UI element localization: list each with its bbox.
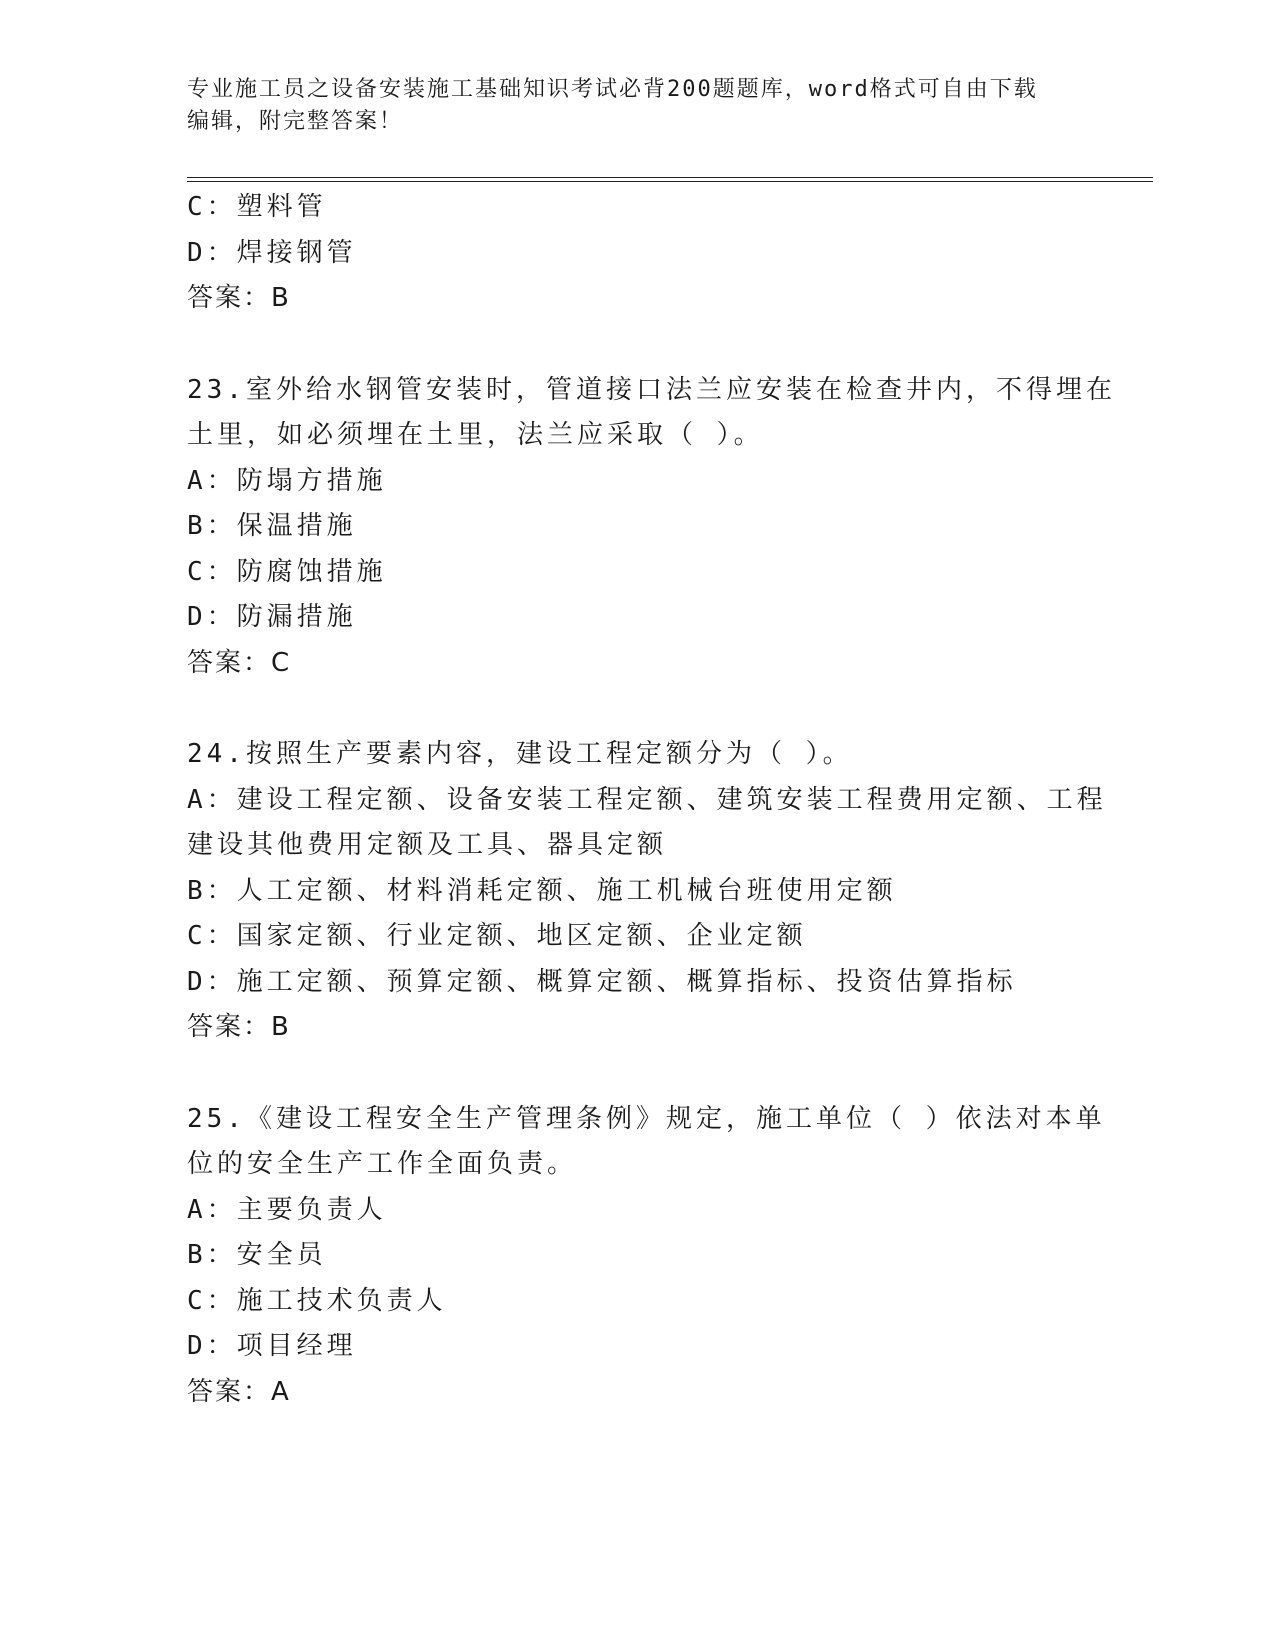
answer-label: 答案：B	[187, 1012, 291, 1042]
question-22-tail	[187, 185, 1087, 322]
option-d: D：防漏措施	[187, 602, 357, 632]
option-a: A：防塌方措施	[187, 465, 387, 496]
spacer	[187, 1051, 1087, 1097]
answer-label: 答案：B	[187, 283, 291, 313]
question-stem: 24.按照生产要素内容，建设工程定额分为（ ）。	[187, 739, 853, 769]
header-line-1: 专业施工员之设备安装施工基础知识考试必背200题题库，word格式可自由下载	[187, 77, 1038, 102]
answer-label: 答案：A	[187, 1376, 291, 1407]
document-header	[187, 74, 1087, 138]
option-a: A：主要负责人	[187, 1194, 387, 1225]
header-double-rule	[187, 177, 1153, 182]
question-23	[187, 368, 1116, 687]
option-a: A：建设工程定额、设备安装工程定额、建筑安装工程费用定额、工程	[187, 784, 1107, 815]
spacer	[187, 686, 1087, 732]
question-list	[187, 185, 1116, 1415]
question-stem: 23.室外给水钢管安装时，管道接口法兰应安装在检查井内，不得埋在	[187, 374, 1116, 405]
option-b: B：人工定额、材料消耗定额、施工机械台班使用定额	[187, 875, 897, 906]
answer-label: 答案：C	[187, 647, 292, 678]
option-b: B：保温措施	[187, 511, 357, 541]
option-d: D：施工定额、预算定额、概算定额、概算指标、投资估算指标	[187, 966, 1017, 997]
option-c: C：防腐蚀措施	[187, 556, 387, 587]
spacer	[187, 322, 1087, 368]
option-b: B：安全员	[187, 1240, 327, 1270]
question-stem: 土里，如必须埋在土里，法兰应采取（ ）。	[187, 420, 764, 450]
option-d: D：项目经理	[187, 1331, 357, 1361]
option-a-continued: 建设其他费用定额及工具、器具定额	[187, 830, 668, 860]
question-25	[187, 1097, 1106, 1416]
option-d: D：焊接钢管	[187, 237, 357, 268]
header-line-2: 编辑，附完整答案！	[187, 109, 404, 134]
option-c: C：施工技术负责人	[187, 1285, 447, 1316]
question-24	[187, 732, 1107, 1051]
question-stem: 25.《建设工程安全生产管理条例》规定，施工单位（ ）依法对本单	[187, 1103, 1106, 1134]
question-stem: 位的安全生产工作全面负责。	[187, 1149, 578, 1179]
option-c: C：塑料管	[187, 192, 327, 222]
option-c: C：国家定额、行业定额、地区定额、企业定额	[187, 921, 807, 951]
